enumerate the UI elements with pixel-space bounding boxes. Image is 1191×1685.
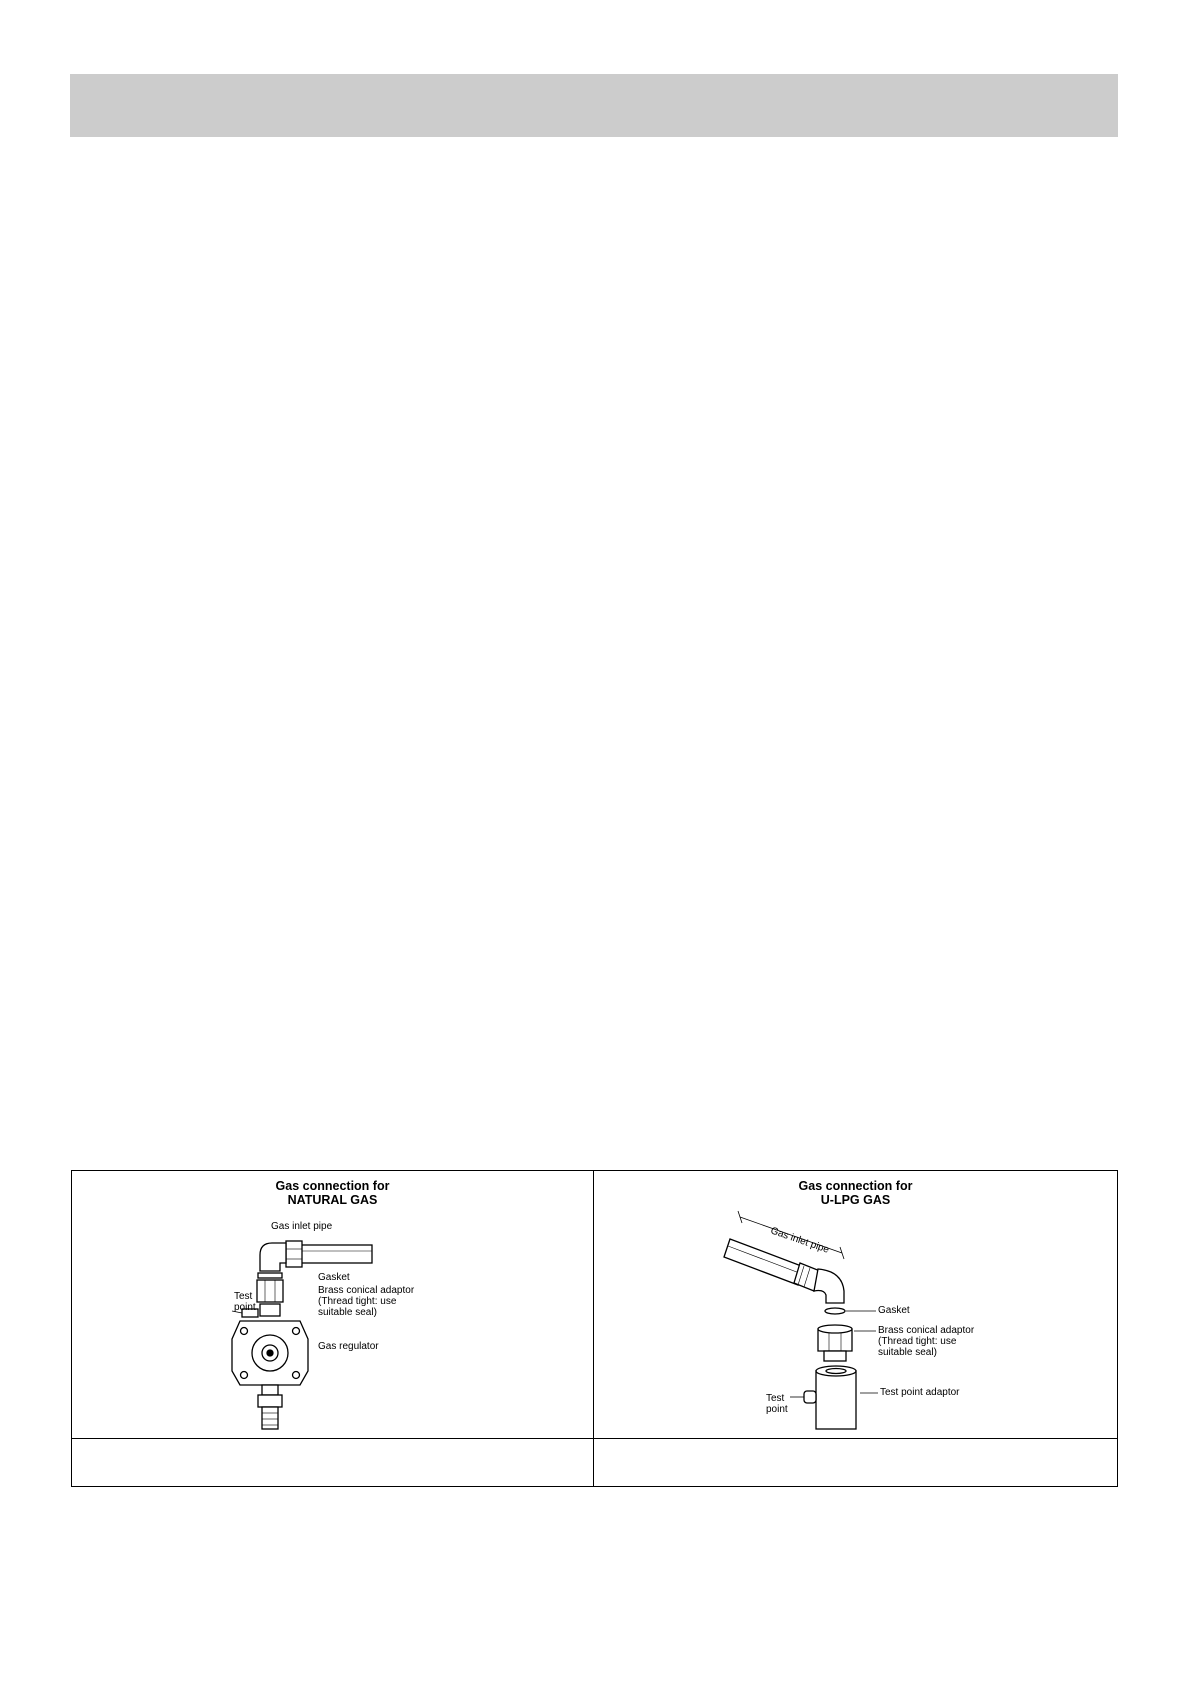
ulpg-gas-figure (594, 1171, 1117, 1439)
header-bar (70, 74, 1118, 137)
natural-inlet-pipe-label: Gas inlet pipe (271, 1221, 333, 1232)
ulpg-test-point (804, 1391, 816, 1403)
ulpg-inlet-pipe (724, 1239, 804, 1285)
natural-brass-adaptor (257, 1280, 283, 1302)
caption-right (594, 1439, 1117, 1486)
ulpg-gasket (825, 1308, 845, 1314)
ulpg-elbow (814, 1269, 844, 1303)
ulpg-gas-drawing (594, 1171, 1117, 1439)
ulpg-title-line1: Gas connection for (798, 1179, 913, 1193)
natural-adaptor-label-2: (Thread tight: use (318, 1296, 397, 1307)
ulpg-test-label-1: Test (766, 1393, 785, 1404)
natural-test-label-2: point (234, 1302, 256, 1313)
ulpg-test-point-adaptor (816, 1371, 856, 1429)
natural-gasket (258, 1273, 282, 1278)
ulpg-inlet-pipe-label: Gas inlet pipe (769, 1225, 831, 1256)
ulpg-gasket-label: Gasket (878, 1305, 910, 1316)
natural-adaptor-label-1: Brass conical adaptor (318, 1285, 415, 1296)
ulpg-test-label-2: point (766, 1404, 788, 1415)
natural-elbow (260, 1243, 286, 1271)
natural-title-line2: NATURAL GAS (287, 1193, 378, 1207)
ulpg-test-adaptor-label: Test point adaptor (880, 1387, 960, 1398)
natural-regulator-label: Gas regulator (318, 1341, 379, 1352)
caption-left (72, 1439, 594, 1486)
natural-gas-figure (72, 1171, 594, 1439)
natural-title-line1: Gas connection for (275, 1179, 390, 1193)
natural-test-label-1: Test (234, 1291, 253, 1302)
ulpg-adaptor-label-3: suitable seal) (878, 1347, 937, 1358)
ulpg-adaptor-label-2: (Thread tight: use (878, 1336, 957, 1347)
natural-adaptor-label-3: suitable seal) (318, 1307, 377, 1318)
natural-gasket-label: Gasket (318, 1272, 350, 1283)
natural-pipe-nut (286, 1241, 302, 1267)
natural-inlet-pipe (300, 1245, 372, 1263)
figure-table (71, 1170, 1118, 1487)
ulpg-title-line2: U-LPG GAS (820, 1193, 891, 1207)
ulpg-adaptor-label-1: Brass conical adaptor (878, 1325, 975, 1336)
